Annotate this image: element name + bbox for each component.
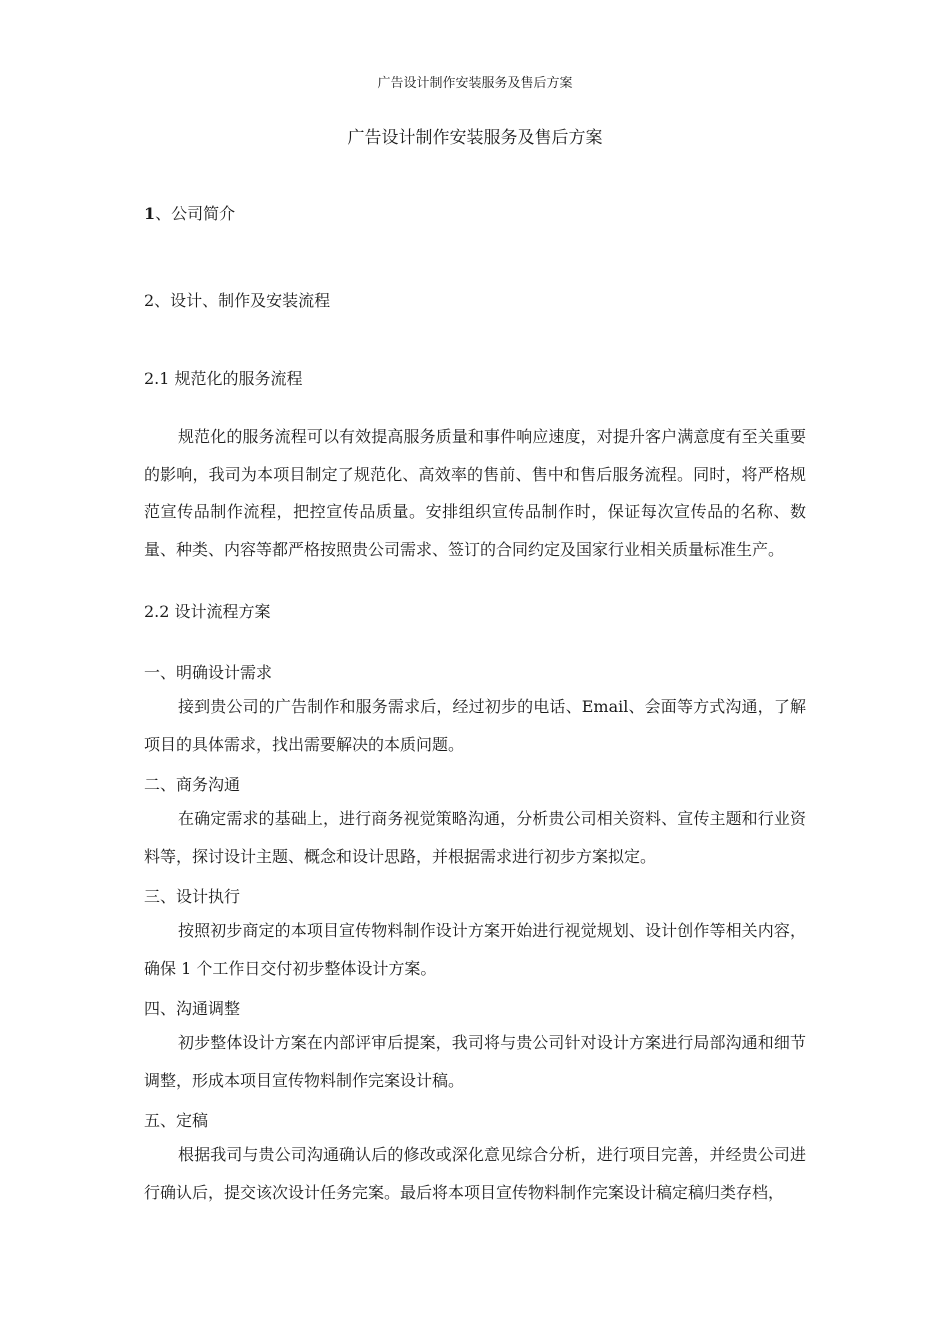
step-2-heading: 二、商务沟通: [144, 775, 241, 794]
section-1-label: 、公司简介: [155, 204, 236, 223]
step-1-paragraph: 接到贵公司的广告制作和服务需求后，经过初步的电话、Email、会面等方式沟通，了解项目的具体需求，找出需要解决的本质问题。: [144, 697, 806, 754]
section-2-1-paragraph: 规范化的服务流程可以有效提高服务质量和事件响应速度，对提升客户满意度有至关重要的影响，我司为本项目制定了规范化、高效率的售前、售中和售后服务流程。同时，将严格规范宣传品制作流程，把控宣传品质量。安排组织宣传品制作时，保证每次宣传品的名称、数量、种类、内容等都严格按照贵公司需求、签订的合同约定及国家行业相关质量标准生产。: [144, 427, 806, 559]
step-2-paragraph: 在确定需求的基础上，进行商务视觉策略沟通，分析贵公司相关资料、宣传主题和行业资料等，探讨设计主题、概念和设计思路，并根据需求进行初步方案拟定。: [144, 809, 806, 866]
step-3-heading: 三、设计执行: [144, 887, 241, 906]
section-1-number: 1: [144, 204, 156, 223]
section-1-heading: [144, 201, 235, 224]
step-3-paragraph: 按照初步商定的本项目宣传物料制作设计方案开始进行视觉规划、设计创作等相关内容，确保 1 个工作日交付初步整体设计方案。: [144, 921, 806, 978]
step-5-paragraph: 根据我司与贵公司沟通确认后的修改或深化意见综合分析，进行项目完善，并经贵公司进行确认后，提交该次设计任务完案。最后将本项目宣传物料制作完案设计稿定稿归类存档，: [144, 1145, 806, 1202]
section-2-heading: 2、设计、制作及安装流程: [144, 291, 331, 310]
step-4-heading: 四、沟通调整: [144, 999, 241, 1018]
section-2-1-heading: 2.1 规范化的服务流程: [144, 369, 303, 388]
step-5-heading: 五、定稿: [144, 1111, 209, 1130]
section-2-2-heading: 2.2 设计流程方案: [144, 602, 271, 621]
step-4-paragraph: 初步整体设计方案在内部评审后提案，我司将与贵公司针对设计方案进行局部沟通和细节调整，形成本项目宣传物料制作完案设计稿。: [144, 1033, 806, 1090]
step-1-heading: 一、明确设计需求: [144, 663, 273, 682]
document-title: 广告设计制作安装服务及售后方案: [347, 128, 603, 148]
running-header: 广告设计制作安装服务及售后方案: [377, 76, 573, 91]
